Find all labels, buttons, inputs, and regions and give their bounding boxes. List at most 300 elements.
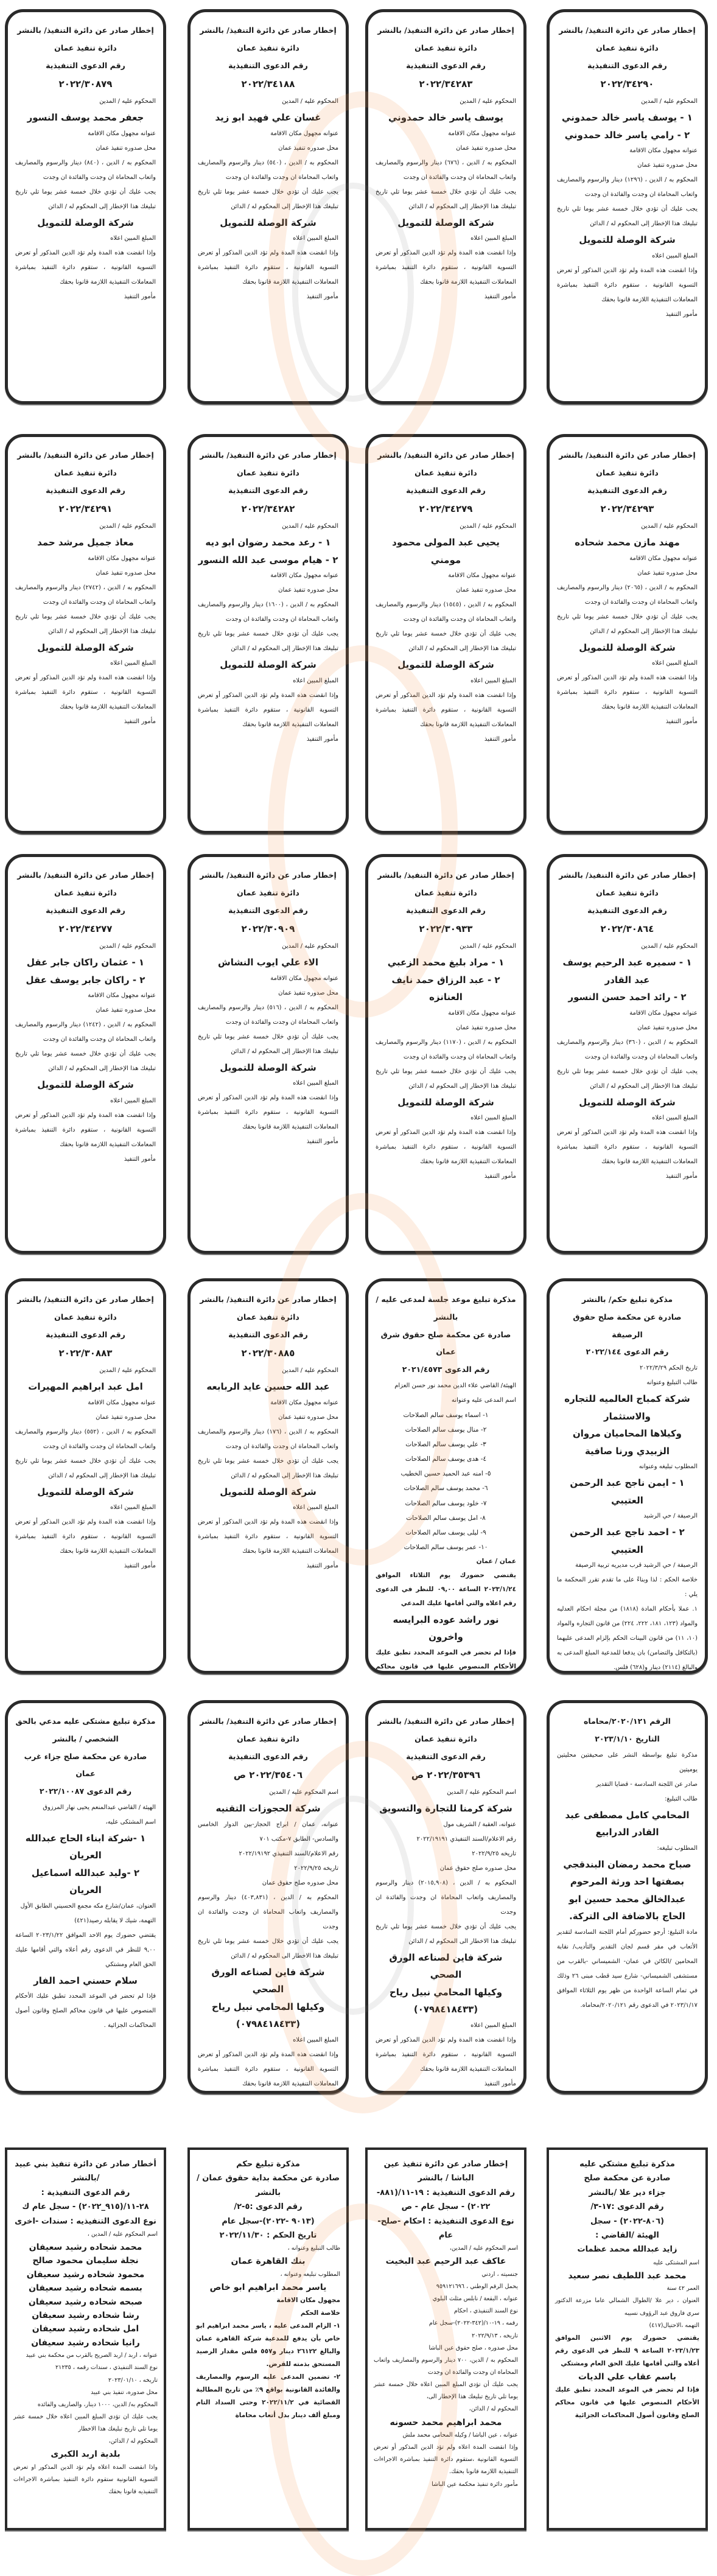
notice-text: تاريخه ، ٢٠٢٢/٩/١٣ (472, 2332, 518, 2339)
debtor-label: المحكوم عليه / المدين (282, 98, 338, 105)
debtor-name: امل عبد ابراهيم المهيرات (28, 1381, 143, 1393)
legal-notice (5, 1278, 166, 1674)
notice-text: طالب التبليغ وعنوانه ، (287, 2245, 340, 2252)
debtor-label: المحكوم عليه / المدين (641, 943, 698, 950)
amount-prefix: المحكوم به / الدين ، ( (98, 1021, 156, 1029)
party-name: امل شحاده رشيد سعيفان (32, 2324, 139, 2334)
notice-text: المبلغ المبين اعلاه (470, 2021, 516, 2029)
amount-reference: المبلغ المبين اعلاه (110, 235, 156, 242)
payment-instruction: يجب عليك أن تؤدي خلال خمسة عشر يوما تلي تاريخ تبليغك هذا الإخطار إلى المحكوم له / الدائن (376, 1068, 516, 1090)
notice-department: دائرة تنفيذ عمان (54, 43, 117, 52)
case-number-label: رقم الدعوى التنفيذية (406, 60, 486, 70)
notice-text: وإذا انقضت هذه المدة ولم تؤد الدين المذكور أو تعرض التسوية القانونية ، ستقوم دائرة التنفيذ بمباشرة المعاملات التنفيذية اللازمة قانونا بحقك (376, 2036, 516, 2073)
notice-text: ١٠- عمر يوسف سالم الصلاحات (404, 1544, 488, 1552)
amount-prefix: المحكوم به / الدين ، ( (640, 177, 698, 184)
case-number-label: رقم الدعوى التنفيذية (228, 485, 308, 495)
notice-text: مأمور التنفيذ (484, 2080, 516, 2087)
party-name: ياسر محمد ابراهيم ابو خاص (209, 2283, 327, 2293)
notice-text: المحكوم به / الدين ، (٢٠١٥,٩٠٨) دينار والرسوم والمصاريف واتعاب المحاماة ان وجدت والفائدة ان وجدت (376, 1879, 517, 1916)
notice-heading: نوع الدعوى التنفيذيه : سندات -اخرى (15, 2216, 156, 2226)
judgment-amount (15, 1018, 156, 1047)
payment-instruction: يجب عليك أن تؤدي خلال خمسة عشر يوما تلي تاريخ تبليغك هذا الإخطار إلى المحكوم له / الدائن (198, 1457, 338, 1479)
issuing-office: محل صدوره تنفيذ عمان (456, 587, 516, 594)
notice-text: يقتضي حضورك يوم الاحد الموافق ٢٠٢٣/١/٢٢ الساعة ٩,٠٠ للنظر في الدعوى رقم أعلاه والتي أقامها عليك الحق العام ومشتكي (15, 1931, 156, 1968)
creditor-name: شركة الوصلة للتمويل (220, 659, 317, 671)
notice-heading: رقم الدعوى التنفيذية (406, 1751, 486, 1761)
issuing-office: محل صدوره تنفيذ عمان (96, 144, 156, 152)
notice-heading: دائرة تنفيذ عمان (414, 1734, 477, 1743)
amount-value: ٦٧٦ (447, 159, 457, 166)
party-name: وكيلها المحامي نبيل رياح (389, 1986, 503, 1998)
notice-text: الرصيفة / حي الرشيد (643, 1513, 698, 1519)
party-name: بلدية اربد الكبرى (51, 2449, 121, 2460)
notice-text: عمان / عمان (476, 1558, 516, 1566)
amount-value: ١٥٤٥ (446, 601, 459, 609)
party-name: وكيلاها المحاميان مروان الزبيدي ورنا صافية (572, 1428, 682, 1457)
amount-value: ١١٧٠ (446, 1038, 459, 1046)
notice-department: دائرة تنفيذ عمان (54, 1312, 117, 1321)
notice-text: اسم المشتكى عليه (652, 2259, 699, 2266)
amount-value: ٥١٦ (269, 1004, 279, 1011)
debtor-name: ٢ - هيام موسى عبد الله النسور (198, 554, 338, 565)
debtor-name: ٢ - عبد الرزاق حمد نايف العنانزه (391, 974, 500, 1003)
case-number: ٢٠٢٢/٣٠٨٦٤ (600, 923, 654, 935)
officer-signature: مأمور التنفيذ (484, 293, 516, 301)
party-name: محمد شحاده رشيد سعيفان (29, 2242, 142, 2253)
notice-department: دائرة تنفيذ عمان (596, 43, 659, 52)
notice-text: التهمه ،الاحتيال(٤١٧) (649, 2322, 699, 2329)
notice-text: تاريخه ٢٠٢٢/٩/٢٥ (472, 1850, 516, 1857)
debtor-address: عنوانه مجهول مكان الاقامة (88, 1399, 156, 1406)
debtor-label: المحكوم عليه / المدين (282, 523, 338, 530)
notice-heading: أخطار صادر عن دائرة تنفيذ بني عبيد /بالنشر (15, 2160, 156, 2183)
enforcement-warning: وإذا انقضت هذه المدة ولم تؤد الدين المذكور أو تعرض التسوية القانونية ، ستقوم دائرة التنفيذ بمباشرة المعاملات التنفيذية اللازمة قانونا بحقك (198, 250, 338, 286)
party-name: شركة كمباج العالميه للتجاره والاستثمار (564, 1393, 690, 1422)
debtor-address: عنوانه مجهول مكان الاقامة (629, 147, 698, 155)
notice-department: دائرة تنفيذ عمان (414, 467, 477, 477)
judgment-amount (198, 598, 338, 627)
debtor-label: المحكوم عليه / المدين (460, 943, 516, 950)
debtor-label: المحكوم عليه / المدين (99, 523, 156, 530)
legal-notice (365, 434, 526, 834)
notice-heading: جزاء دير علا /بالنشر (589, 2188, 666, 2197)
enforcement-warning: وإذا انقضت هذه المدة ولم تؤد الدين المذكور أو تعرض التسوية القانونية ، ستقوم دائرة التنفيذ بمباشرة المعاملات التنفيذية اللازمة قانونا بحقك (376, 250, 516, 286)
legal-notice (5, 9, 166, 404)
amount-prefix: المحكوم به / الدين ، ( (458, 1038, 517, 1046)
notice-department: دائرة تنفيذ عمان (237, 467, 299, 477)
amount-value: ١٦٠٠ (268, 601, 281, 609)
officer-signature: مأمور التنفيذ (124, 293, 156, 301)
case-number: ٢٠٢٢/٣٤٢٩١ (58, 503, 113, 515)
case-number: ٢٠٢٢/٣٠٨٧٩ (58, 79, 113, 90)
party-name: رشا شحاده رشيد سعيفان (32, 2311, 139, 2321)
party-name: عاكف عبد الرحيم عبد البخيت (385, 2256, 506, 2267)
case-number: ٢٠٢٢/٣٠٨٨٣ (58, 1348, 113, 1359)
party-name: محمود شحاده رشيد سعيفان (26, 2269, 145, 2280)
notice-text: اسم المشتكى عليه، (105, 1818, 156, 1825)
amount-value: ٢٧٤٢ (85, 584, 99, 591)
amount-reference: المبلغ المبين اعلاه (293, 1504, 338, 1511)
judgment-amount (557, 173, 698, 202)
case-number-label: رقم الدعوى التنفيذية (46, 60, 125, 70)
amount-prefix: المحكوم به / الدين ، ( (98, 584, 156, 591)
amount-prefix: المحكوم به / الدين ، ( (281, 601, 339, 609)
party-name: (٠٧٩٨٤١٨٤٣٣) (413, 2004, 478, 2015)
amount-prefix: المحكوم به / الدين ، ( (279, 1004, 338, 1011)
party-name: ٢ - احمد ناجح عبد الرحمن العتيبي (570, 1527, 685, 1555)
notice-heading: الهيئة /القاضي : (595, 2230, 659, 2240)
notice-text: العمر ٤٢ سنة (666, 2285, 699, 2292)
debtor-address: عنوانه مجهول مكان الاقامة (448, 1009, 516, 1017)
notice-heading: مذكرة تبليغ مشتكي عليه (579, 2160, 675, 2169)
debtor-address: عنوانه مجهول مكان الاقامة (88, 555, 156, 562)
debtor-name: يوسف ياسر خالد حمدوني (388, 112, 504, 124)
party-name: محمد عبد اللطيف نصر سعيد (568, 2270, 687, 2281)
party-name: ١ -شركة ابناء الحاج عبدالله العريان (25, 1832, 146, 1861)
notice-title: إخطار صادر عن دائرة التنفيذ/ بالنشر (200, 1295, 337, 1304)
issuing-office: محل صدوره تنفيذ عمان (278, 989, 338, 996)
debtor-address: عنوانه مجهول مكان الاقامة (270, 572, 338, 579)
notice-text: وإذا انقضت المدة اعلاه ولم تؤد الدين المذكور أو تعرض التسوية القانونية ،ستقوم دائرة التنفيذ بمباشرة الاجراءات التنفيذية اللازمة قانونا بحقك. (374, 2444, 518, 2476)
notice-text: فإذا لم تحضر في الموعد المحدد تطبق عليك الأحكام المنصوص عليها في قانون محاكم الصلح وقانون أصول المحاكمات الجزائية . (15, 1993, 156, 2029)
notice-title: إخطار صادر عن دائرة التنفيذ/ بالنشر (200, 870, 337, 880)
notice-department: دائرة تنفيذ عمان (596, 887, 659, 897)
amount-value: ٢٠٦٥ (627, 584, 640, 591)
case-number: ٢٠٢٢/٣٤٢٧٩ (419, 503, 473, 515)
case-number-label: رقم الدعوى التنفيذية (228, 905, 308, 915)
amount-prefix: المحكوم به / الدين ، ( (458, 601, 517, 609)
notice-text: يحمل الرقم الوطني ، ٩٥٩١٢١٦٩٦ (436, 2283, 518, 2291)
notice-text: المحكوم له / الدائن، (469, 2406, 518, 2413)
debtor-address: عنوانه مجهول مكان الاقامة (270, 975, 338, 982)
enforcement-warning: وإذا انقضت هذه المدة ولم تؤد الدين المذكور أو تعرض التسوية القانونية ، ستقوم دائرة التنفيذ بمباشرة المعاملات التنفيذية اللازمة قانونا بحقك (198, 1519, 338, 1555)
debtor-label: المحكوم عليه / المدين (460, 523, 516, 530)
officer-signature: مأمور التنفيذ (124, 1563, 156, 1570)
notice-text: الهيئة / القاضي عبدالمنعم يحيى نهار المرزوق (43, 1804, 156, 1811)
notice-text: يجب عليك أن تؤدي خلال خمسة عشر يوما تلي تاريخ تبليغك هذا الاخطار الى المحكوم له / الدائن (198, 1937, 338, 1959)
notice-text: ١- الزام المدعى عليه ، ياسر محمد ابراهيم ابو خاص بأن يدفع للمدعية شركة القاهرة عمان والبالغ ٢٦١٢٢ دينار و٥٥٧ فلس مقدار الرصيد المستحق بذمته للقرض. (196, 2322, 340, 2368)
legal-notice (187, 9, 349, 404)
enforcement-warning: وإذا انقضت هذه المدة ولم تؤد الدين المذكور أو تعرض التسوية القانونية ، ستقوم دائرة التنفيذ بمباشرة المعاملات التنفيذية اللازمة قانونا بحقك (557, 267, 698, 303)
notice-heading: الرقم ٢٠٢٠/١٢١/محاماه (584, 1717, 671, 1726)
notice-text: العنوان ، دير علا /الطوال الشمالي عاما مزرعة الدكتور سري فاروق عبد الرؤوف نسيبه (555, 2297, 699, 2317)
debtor-address: عنوانه مجهول مكان الاقامة (629, 1009, 698, 1017)
enforcement-warning: وإذا انقضت هذه المدة ولم تؤد الدين المذكور أو تعرض التسوية القانونية ، ستقوم دائرة التنفيذ بمباشرة المعاملات التنفيذية اللازمة قانونا بحقك (15, 250, 156, 286)
judgment-amount (15, 156, 156, 185)
notice-heading: زايد عبدالله محمد عظمات (577, 2245, 677, 2255)
notice-heading: رقم الدعوى التنفيذية : ٢٨-١١/(٩١٥_٢٠٢٢) - سجل عام ك (22, 2188, 149, 2212)
debtor-address: عنوانه مجهول مكان الاقامة (448, 130, 516, 137)
amount-reference: المبلغ المبين اعلاه (110, 660, 156, 667)
judgment-amount (198, 156, 338, 185)
notice-title: إخطار صادر عن دائرة التنفيذ/ بالنشر (200, 26, 337, 35)
legal-notice (365, 1700, 526, 2094)
legal-notice (365, 854, 526, 1254)
amount-reference: المبلغ المبين اعلاه (652, 1115, 698, 1122)
notice-text: اسم المحكوم عليه / المدين (269, 1789, 338, 1796)
enforcement-warning: وإذا انقضت هذه المدة ولم تؤد الدين المذكور أو تعرض التسوية القانونية ، ستقوم دائرة التنفيذ بمباشرة المعاملات التنفيذية اللازمة قانونا بحقك (376, 1129, 516, 1166)
enforcement-warning: وإذا انقضت هذه المدة ولم تؤد الدين المذكور أو تعرض التسوية القانونية ، ستقوم دائرة التنفيذ بمباشرة المعاملات التنفيذية اللازمة قانونا بحقك (15, 1111, 156, 1148)
notice-text: وإذا انقضت هذه المدة ولم تؤد الدين المذكور أو تعرض التسوية القانونية ، ستقوم دائرة التنفيذ بمباشرة المعاملات التنفيذية اللازمة قانونا بحقك (198, 2051, 338, 2087)
legal-notice (547, 9, 708, 404)
notice-heading: صادرة عن محكمة بداية حقوق عمان / بالنشر (196, 2174, 340, 2197)
notice-title: إخطار صادر عن دائرة التنفيذ/ بالنشر (559, 870, 696, 880)
amount-suffix: ) دينار والرسوم والمصاريف واتعاب المحاماة ان وجدت والفائدة ان وجدت (198, 1428, 338, 1450)
notice-title: إخطار صادر عن دائرة التنفيذ/ بالنشر (559, 26, 696, 35)
issuing-office: محل صدوره تنفيذ عمان (637, 569, 698, 576)
issuing-office: محل صدوره تنفيذ عمان (278, 144, 338, 152)
notice-text: تاريخه ، ٢٠٢٣/٠١/١٠ (108, 2376, 158, 2384)
judgment-amount (15, 581, 156, 610)
enforcement-warning: وإذا انقضت هذه المدة ولم تؤد الدين المذكور أو تعرض التسوية القانونية ، ستقوم دائرة التنفيذ بمباشرة المعاملات التنفيذية اللازمة قانونا بحقك (15, 1519, 156, 1555)
notice-heading: صادرة عن محكمة صلح حقوق الرصيفة (573, 1312, 682, 1339)
judgment-amount (376, 1035, 516, 1065)
notice-title: إخطار صادر عن دائرة التنفيذ/ بالنشر (17, 26, 154, 35)
amount-prefix: المحكوم به / الدين ، ( (96, 1428, 156, 1435)
notice-text: المحكوم له / الدائن، (108, 2438, 158, 2445)
notice-title: إخطار صادر عن دائرة التنفيذ/ بالنشر (377, 450, 514, 460)
debtor-name: ٢ - راكان جابر يوسف عقل (26, 974, 145, 985)
legal-notice (5, 1700, 166, 2094)
amount-prefix: المحكوم به / الدين ، ( (456, 159, 516, 166)
notice-text: محل صدوره ، صلح حقوق عين الباشا (428, 2344, 518, 2351)
notice-text (198, 2091, 338, 2094)
debtor-address: عنوانه مجهول مكان الاقامة (270, 1399, 338, 1406)
notice-text: المحكوم به/ الدين، ١٠٠٠ دينار، والصاريف والفائده (37, 2401, 158, 2408)
case-number: ٢٠٢٢/٣٤١٨٨ (241, 79, 295, 90)
notice-text: ٨- امل يوسف سالم الصلاحات (406, 1514, 486, 1522)
notice-text: نوع السند التنفيذي ، احكام (453, 2308, 518, 2315)
notice-text: يقتضي حضورك يوم الثلاثاء الموافق ٢٠٢٣/١/٢٤ الساعة ٠٩,٠٠ للنظر في الدعوى رقم اعلاه والتي أقامها عليك المدعي (376, 1572, 516, 1608)
debtor-name: ١ - سميره عبد الرحيم يوسف عبد القادر (562, 957, 692, 985)
notice-text: خلاصة الحكم : لذا وبناءً على ما تقدم تقرر المحكمة ما يلي : (557, 1577, 698, 1598)
notice-heading: صادرة عن محكمة صلح جزاء غرب عمان (24, 1751, 147, 1779)
case-number: ٢٠٢٢/٣٤٢٩٠ (600, 79, 654, 90)
notice-heading: رقم الدعوى ٢٠٢٢/١٤٤ (586, 1347, 669, 1357)
officer-signature: مأمور التنفيذ (665, 1173, 698, 1180)
case-number-label: رقم الدعوى التنفيذية (46, 905, 125, 915)
debtor-name: ٢ - رائد احمد حسن النسور (568, 992, 687, 1003)
legal-notice (547, 854, 708, 1254)
debtor-name: ٢ - رامي ياسر خالد حمدوني (564, 129, 690, 141)
notice-text: اسم المدعى عليه وعنوانه (451, 1396, 516, 1404)
payment-instruction: يجب عليك أن تؤدي خلال خمسة عشر يوما تلي تاريخ تبليغك هذا الإخطار إلى المحكوم له / الدائن (557, 1068, 698, 1090)
notice-heading: نوع الدعوى التنفيذية : احكام -صلح-عام (377, 2216, 514, 2240)
party-name: شركة فاين لصناعه الورق الصحي (211, 1966, 325, 1995)
amount-suffix: ) دينار والرسوم والمصاريف واتعاب المحاماة ان وجدت والفائدة ان وجدت (376, 1038, 516, 1060)
party-name: رانيا شحاده رشيد سعيفان (31, 2337, 140, 2348)
amount-reference: المبلغ المبين اعلاه (470, 1115, 516, 1122)
amount-value: ٥٤٠ (269, 159, 279, 166)
legal-notice (187, 1700, 349, 2094)
debtor-address: عنوانه مجهول مكان الاقامة (270, 130, 338, 137)
issuing-office: محل صدوره تنفيذ عمان (96, 1413, 156, 1421)
enforcement-warning: وإذا انقضت هذه المدة ولم تؤد الدين المذكور أو تعرض التسوية القانونية ، ستقوم دائرة التنفيذ بمباشرة المعاملات التنفيذية اللازمة قانونا بحقك (557, 1129, 698, 1166)
amount-suffix: ) دينار والرسوم والمصاريف واتعاب المحاماة ان وجدت والفائدة ان وجدت (198, 601, 338, 623)
case-number: ٢٠٢٢/٣٤٢٧٧ (58, 923, 113, 935)
case-number-label: رقم الدعوى التنفيذية (46, 485, 125, 495)
notice-text: واذا انقضت المدة اعلاه ولم تؤد الدين المذكور او تعرض التسوية القانونية ستقوم دائرة التنفيذ بمباشرة الاجراءات التنفيذيه قانونا بحقك (13, 2463, 158, 2496)
notice-text: عنوانه، عمان / ابراج الحجاز-بين الدوار الخامس والسادس- الطابق ٧-مكتب ٧٠١ (198, 1821, 338, 1843)
notice-heading: ٢٠٢٢/٣٥٣٩٦ ص (411, 1769, 481, 1781)
notice-heading: دائرة تنفيذ عمان (237, 1734, 299, 1743)
notice-department: دائرة تنفيذ عمان (54, 887, 117, 897)
judgment-amount (376, 598, 516, 627)
debtor-name: ١ - يوسف ياسر خالد حمدوني (562, 112, 693, 124)
notice-text: المحكوم به / الدين، ٧٠٠ دينار والرسوم والمصاريف واتعاب المحاماة ان وجدت والفائدة ان وجدت (374, 2356, 518, 2376)
notice-department: دائرة تنفيذ عمان (414, 43, 477, 52)
legal-notice (5, 854, 166, 1254)
officer-signature: مأمور التنفيذ (124, 1155, 156, 1163)
notice-text: محل صدوره صلح حقوق عمان (262, 1879, 338, 1886)
amount-reference: المبلغ المبين اعلاه (110, 1504, 156, 1511)
amount-prefix: المحكوم به / الدين ، ( (96, 159, 156, 166)
notice-text: ٧- خلود يوسف سالم الصلاحات (405, 1499, 487, 1507)
debtor-label: المحكوم عليه / المدين (460, 98, 516, 105)
notice-text: فإذا لم تحضر في الموعد المحدد تطبق عليك الأحكام المنصوص عليها في قانون محاكم الصلح وقانون أصول المحاكمات الجزائية (555, 2386, 699, 2420)
notice-heading: رقم الدعوى التنفيذية : ١٩-١١/(٨٨١- ٢٠٢٢) - سجل عام - ص (376, 2188, 516, 2212)
case-number: ٢٠٢٢/٣٤٢٨٢ (241, 503, 295, 515)
case-number: ٢٠٢٢/٣٤٢٨٣ (419, 79, 473, 90)
judgment-amount (198, 1425, 338, 1454)
notice-text: يجب عليك أن تؤدي خلال خمسة عشر يوما تلي تاريخ تبليغك هذا الاخطار الى المحكوم له / الدائن (376, 1923, 516, 1945)
notice-text: عنوانه ، اربد / اربد الصريح بالقرب من محكمة بني عبيد (26, 2352, 158, 2359)
officer-signature: مأمور التنفيذ (484, 1173, 516, 1180)
payment-instruction: يجب عليك أن تؤدي خلال خمسة عشر يوما تلي تاريخ تبليغك هذا الإخطار إلى المحكوم له / الدائن (557, 206, 698, 228)
notice-text: المطلوب تبليغه وعنوانه ، (280, 2270, 340, 2278)
debtor-label: المحكوم عليه / المدين (99, 98, 156, 105)
amount-suffix: ) دينار والرسوم والمصاريف واتعاب المحاماة ان وجدت والفائدة ان وجدت (198, 1004, 338, 1026)
amount-suffix: ) دينار والرسوم والمصاريف واتعاب المحاماة ان وجدت والفائدة ان وجدت (15, 1021, 156, 1043)
notice-text: صادر عن اللجنة السادسة - قضايا التقدير (596, 1780, 698, 1788)
notice-text: مأمور دائرة تنفيذ محكمة عين الباشا (432, 2480, 518, 2488)
payment-instruction: يجب عليك أن تؤدي خلال خمسة عشر يوما تلي تاريخ تبليغك هذا الإخطار إلى المحكوم له / الدائن (15, 188, 156, 210)
issuing-office: محل صدوره تنفيذ عمان (96, 569, 156, 576)
notice-text: تاريخه ٢٠٢٢/٩/٢٥ (294, 1864, 338, 1872)
officer-signature: مأمور التنفيذ (306, 1138, 338, 1146)
notice-heading: التاريخ ٢٠٢٣/١/١٠ (595, 1734, 660, 1743)
officer-signature: مأمور التنفيذ (484, 735, 516, 743)
party-name: وكيلها المحامي نبيل رياح (211, 2001, 325, 2012)
payment-instruction: يجب عليك أن تؤدي خلال خمسة عشر يوما تلي تاريخ تبليغك هذا الإخطار إلى المحكوم له / الدائن (376, 188, 516, 210)
legal-notice (187, 2147, 349, 2530)
officer-signature: مأمور التنفيذ (665, 310, 698, 318)
party-name: ١ - ايمن ناجح عبد الرحمن العتيبي (570, 1477, 685, 1506)
amount-reference: المبلغ المبين اعلاه (293, 1080, 338, 1087)
case-number-label: رقم الدعوى التنفيذية (228, 1329, 308, 1339)
notice-text: اسم المحكوم عليه / المدين (447, 1789, 516, 1796)
notice-text: عنوانه ، البقعة / نابلس مثلث البلوي (432, 2295, 518, 2303)
enforcement-warning: وإذا انقضت هذه المدة ولم تؤد الدين المذكور أو تعرض التسوية القانونية ، ستقوم دائرة التنفيذ بمباشرة المعاملات التنفيذية اللازمة قانونا بحقك (198, 691, 338, 728)
notice-title: إخطار صادر عن دائرة التنفيذ/ بالنشر (377, 26, 514, 35)
issuing-office: محل صدوره تنفيذ عمان (637, 162, 698, 169)
amount-reference: المبلغ المبين اعلاه (110, 1097, 156, 1104)
notice-text: ٢- تضمين المدعى عليه الرسوم والمصاريف والفائدة القانونية بواقع ٩٪ من تاريخ المطالبة القضائية في ٢٠٢٢/١١/٢ وحتى السداد التام ومبلغ ألف دينار بدل أتعاب محاماة (196, 2373, 340, 2420)
case-number-label: رقم الدعوى التنفيذية (406, 485, 486, 495)
case-number-label: رقم الدعوى التنفيذية (587, 905, 667, 915)
creditor-name: شركة الوصلة للتمويل (220, 1486, 317, 1497)
party-name: شركة الحجوزات التقنيه (215, 1803, 321, 1815)
notice-text: ٢- منال يوسف سالم الصلاحات (405, 1426, 487, 1433)
debtor-address: عنوانه مجهول مكان الاقامة (448, 572, 516, 579)
creditor-name: شركة الوصلة للتمويل (220, 217, 317, 228)
notice-text: طالب التبليغ وعنوانه (646, 1379, 698, 1386)
notice-heading: إخطار صادر عن دائرة التنفيذ/ بالنشر (377, 1717, 514, 1726)
notice-heading: رقم الدعوى ٢٠٢١/٤٥٧٣ (402, 1365, 490, 1374)
notice-text: مجهول مكان الاقامة (276, 2297, 340, 2305)
notice-text: خلاصة الحكم (300, 2309, 340, 2317)
payment-instruction: يجب عليك أن تؤدي خلال خمسة عشر يوما تلي تاريخ تبليغك هذا الإخطار إلى المحكوم له / الدائن (198, 631, 338, 653)
notice-text: ٦- محمد يوسف سالم الصلاحات (404, 1485, 488, 1493)
creditor-name: شركة الوصلة للتمويل (579, 1096, 676, 1108)
party-name: بسمه شحاده رشيد سعيفان (29, 2283, 142, 2294)
creditor-name: شركة الوصلة للتمويل (579, 642, 676, 653)
notice-text: ٤- هدى يوسف سالم الصلاحات (405, 1455, 487, 1463)
payment-instruction: يجب عليك أن تؤدي خلال خمسة عشر يوما تلي تاريخ تبليغك هذا الإخطار إلى المحكوم له / الدائن (376, 631, 516, 653)
amount-suffix: ) دينار والرسوم والمصاريف واتعاب المحاماة ان وجدت والفائدة ان وجدت (376, 159, 516, 181)
creditor-name: شركة الوصلة للتمويل (220, 1062, 317, 1073)
judgment-amount (198, 1001, 338, 1030)
notice-text: يجب عليك ان تؤدي المبلغ المبين اعلاه خلال خمسة عشر يوما تلي تاريخ تبليغك هذا الاخطار (13, 2413, 158, 2433)
creditor-name: شركة الوصلة للتمويل (37, 642, 134, 653)
debtor-name: ١ - رعد محمد رضوان ابو ديه (205, 537, 331, 548)
notice-department: دائرة تنفيذ عمان (237, 43, 299, 52)
notice-title: إخطار صادر عن دائرة التنفيذ/ بالنشر (17, 450, 154, 460)
debtor-name: غسان علي فهيد ابو زيد (215, 112, 321, 124)
party-name: سلام حسني احمد الفار (33, 1975, 138, 1986)
notice-text: عنوانه، العقبة / الشريف مول (443, 1821, 516, 1828)
party-name: شركة كرمنا للتجارة والتسويق (379, 1803, 512, 1815)
debtor-label: المحكوم عليه / المدين (282, 943, 338, 950)
amount-suffix: ) دينار والرسوم والمصاريف واتعاب المحاماة ان وجدت والفائدة ان وجدت (557, 1038, 698, 1060)
amount-value: ١٢٩٦ (627, 177, 640, 184)
case-number-label: رقم الدعوى التنفيذية (406, 905, 486, 915)
case-number-label: رقم الدعوى التنفيذية (587, 485, 667, 495)
notice-department: دائرة تنفيذ عمان (596, 467, 659, 477)
amount-suffix: ) دينار والرسوم والمصاريف واتعاب المحاماة ان وجدت والفائدة ان وجدت (557, 584, 698, 606)
notice-heading: مذكرة تبليغ حكم/ بالنشر (581, 1295, 673, 1304)
amount-reference: المبلغ المبين اعلاه (652, 660, 698, 667)
debtor-name: ١ - مراد بليغ محمد الزعبي (387, 957, 505, 968)
creditor-name: شركة الوصلة للتمويل (397, 659, 494, 671)
debtor-name: جعفر محمد يوسف النسور (27, 112, 144, 124)
debtor-name: مهند مازن محمد شحاده (575, 537, 680, 548)
notice-heading: (٨٠٦-٢٠٢٢) - سجل (590, 2216, 665, 2226)
notice-title: إخطار صادر عن دائرة التنفيذ/ بالنشر (17, 1295, 154, 1304)
case-number: ٢٠٢٢/٣٠٩٣٣ (419, 923, 473, 935)
notice-title: إخطار صادر عن دائرة التنفيذ/ بالنشر (200, 450, 337, 460)
amount-reference: المبلغ المبين اعلاه (470, 677, 516, 684)
notice-text: اسم المحكوم عليه / المدين ، (87, 2230, 158, 2238)
officer-signature: مأمور التنفيذ (124, 718, 156, 726)
notice-heading: مذكرة تبليغ موعد جلسة لمدعى عليه / بالنشر (376, 1295, 516, 1321)
notice-text: رقم الاعلام/السند التنفيذي ٢٠٢٢/١٩١٩٢ (239, 1850, 338, 1857)
debtor-label: المحكوم عليه / المدين (282, 1367, 338, 1374)
notice-heading: (٩٠١٣ -٢٠٢٢)-سجل عام (222, 2216, 315, 2226)
party-name: ٢ -وليد عبدالله اسماعيل العريان (31, 1867, 140, 1896)
legal-notice (365, 2147, 526, 2530)
judgment-amount (376, 156, 516, 185)
debtor-name: معاذ جميل مرشد حمد (37, 537, 134, 548)
legal-notice (547, 1700, 708, 2094)
debtor-name: الاء علي ايوب النشاش (218, 957, 318, 968)
case-number-label: رقم الدعوى التنفيذية (46, 1329, 125, 1339)
enforcement-warning: وإذا انقضت هذه المدة ولم تؤد الدين المذكور أو تعرض التسوية القانونية ، ستقوم دائرة التنفيذ بمباشرة المعاملات التنفيذية اللازمة قانونا بحقك (198, 1094, 338, 1131)
notice-text: المبلغ المبين اعلاه (293, 2036, 338, 2043)
legal-notice (5, 434, 166, 834)
party-name: نور راشد عوده البرايسه واخرون (393, 1614, 499, 1643)
amount-value: ٣٦٠ (628, 1038, 638, 1046)
